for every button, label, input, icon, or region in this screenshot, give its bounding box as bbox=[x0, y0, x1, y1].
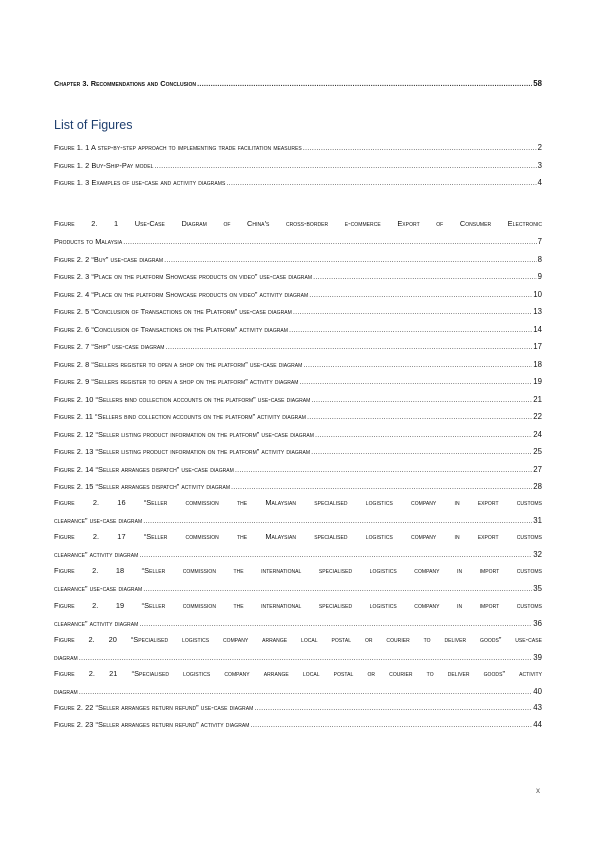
figure-entry-page: 28 bbox=[533, 482, 542, 491]
dot-leader bbox=[250, 716, 532, 734]
toc-entry-chapter-3[interactable] bbox=[54, 75, 542, 93]
dot-leader bbox=[300, 373, 533, 391]
figure-entry-page: 8 bbox=[537, 255, 542, 264]
figure-entry[interactable] bbox=[54, 157, 542, 175]
figure-entry-label: Figure 1. 1 A step-by-step approach to implementing trade facilitation measures bbox=[54, 143, 302, 152]
toc-entry-label: Chapter 3. Recommendations and Conclusion bbox=[54, 79, 197, 88]
figure-entry-page: 10 bbox=[533, 290, 542, 299]
figure-entry-page: 13 bbox=[533, 307, 542, 316]
figure-entry[interactable] bbox=[54, 303, 542, 321]
figure-entry-label: clearance” use-case diagram bbox=[54, 515, 143, 525]
figure-entry-line1: Figure 2. 1 Use-Case Diagram of China's cross-border e-commerce Export of Consumer Electronic bbox=[54, 219, 542, 228]
figure-entry-label: diagram bbox=[54, 686, 78, 696]
figure-entry-page: 4 bbox=[537, 178, 542, 187]
dot-leader bbox=[289, 321, 532, 339]
figure-entry[interactable] bbox=[54, 631, 542, 666]
dot-leader bbox=[197, 75, 532, 93]
dot-leader bbox=[79, 683, 533, 701]
dot-leader bbox=[254, 699, 532, 717]
figure-entry-label: Figure 1. 2 Buy-Ship-Pay model bbox=[54, 161, 154, 170]
figure-entry[interactable] bbox=[54, 528, 542, 563]
toc-entry-page: 58 bbox=[533, 79, 542, 88]
figure-entry-label: diagram bbox=[54, 652, 78, 662]
figure-entry-label: Figure 2. 7 “Ship” use-case diagram bbox=[54, 342, 165, 351]
figure-entry-page: 14 bbox=[533, 325, 542, 334]
figure-entry-page: 27 bbox=[533, 465, 542, 474]
figure-entry-page: 40 bbox=[533, 686, 542, 696]
figure-entry[interactable] bbox=[54, 286, 542, 304]
figure-entry-page: 35 bbox=[533, 583, 542, 593]
dot-leader bbox=[309, 286, 532, 304]
figure-entry[interactable] bbox=[54, 665, 542, 700]
figure-entry-label: clearance” activity diagram bbox=[54, 549, 139, 559]
dot-leader bbox=[313, 268, 537, 286]
figure-entry[interactable] bbox=[54, 321, 542, 339]
figure-entry-page: 7 bbox=[537, 236, 542, 246]
figure-entry[interactable] bbox=[54, 478, 542, 496]
figure-entry-label: Figure 2. 14 “Seller arranges dispatch” use-case diagram bbox=[54, 465, 234, 474]
figure-entry-page: 18 bbox=[533, 360, 542, 369]
figure-entry-page: 43 bbox=[533, 703, 542, 712]
dot-leader bbox=[303, 139, 537, 157]
figure-entry-page: 24 bbox=[533, 430, 542, 439]
figure-entry-page: 44 bbox=[533, 720, 542, 729]
figure-entry-label: Figure 2. 13 “Seller listing product information on the platform” activity diagram bbox=[54, 447, 311, 456]
dot-leader bbox=[79, 649, 533, 667]
figure-entry-label: Figure 2. 2 “Buy” use-case diagram bbox=[54, 255, 164, 264]
figure-entry[interactable] bbox=[54, 391, 542, 409]
figure-entry-label: Figure 2. 11 “Sellers bind collection accounts on the platform” activity diagram bbox=[54, 412, 306, 421]
figure-entry-label: clearance” use-case diagram bbox=[54, 583, 143, 593]
figure-entry-label: Figure 2. 8 “Sellers register to open a shop on the platform” use-case diagram bbox=[54, 360, 303, 369]
figure-entry-page: 39 bbox=[533, 652, 542, 662]
figure-entry[interactable] bbox=[54, 699, 542, 717]
figure-entry[interactable] bbox=[54, 215, 542, 250]
figure-entry-page: 36 bbox=[533, 618, 542, 628]
figure-entry-label: Figure 2. 6 “Conclusion of Transactions on the Platform” activity diagram bbox=[54, 325, 289, 334]
figure-entry-page: 19 bbox=[533, 377, 542, 386]
dot-leader bbox=[315, 426, 532, 444]
dot-leader bbox=[231, 478, 532, 496]
dot-leader bbox=[293, 303, 532, 321]
figure-entry-label: Products to Malaysia bbox=[54, 236, 123, 246]
dot-leader bbox=[154, 157, 536, 175]
dot-leader bbox=[311, 391, 532, 409]
figure-entry[interactable] bbox=[54, 426, 542, 444]
figure-entry-line1: Figure 2. 16 “Seller commission the Malaysian specialised logistics company in export customs bbox=[54, 498, 542, 507]
figure-entry-page: 2 bbox=[537, 143, 542, 152]
figure-entry[interactable] bbox=[54, 716, 542, 734]
figure-entry[interactable] bbox=[54, 268, 542, 286]
figure-entry[interactable] bbox=[54, 597, 542, 632]
figure-entry-line1: Figure 2. 20 “Specialised logistics company arrange local postal or courier to deliver goods” use-case bbox=[54, 635, 542, 644]
dot-leader bbox=[235, 461, 532, 479]
figure-entry-label: Figure 2. 15 “Seller arranges dispatch” activity diagram bbox=[54, 482, 231, 491]
figure-entry-line1: Figure 2. 17 “Seller commission the Malaysian specialised logistics company in export customs bbox=[54, 532, 542, 541]
figure-entry-page: 9 bbox=[537, 272, 542, 281]
figure-entry[interactable] bbox=[54, 174, 542, 192]
figure-entry[interactable] bbox=[54, 139, 542, 157]
dot-leader bbox=[164, 251, 537, 269]
figure-entry-label: Figure 2. 3 “Place on the platform Showcase products on video” use-case diagram bbox=[54, 272, 313, 281]
figure-entry[interactable] bbox=[54, 443, 542, 461]
dot-leader bbox=[143, 512, 532, 530]
figure-entry-page: 25 bbox=[533, 447, 542, 456]
figure-entry-label: clearance” activity diagram bbox=[54, 618, 139, 628]
figure-entry-page: 31 bbox=[533, 515, 542, 525]
figure-entry-label: Figure 1. 3 Examples of use-case and activity diagrams bbox=[54, 178, 226, 187]
figure-entry-label: Figure 2. 5 “Conclusion of Transactions on the Platform” use-case diagram bbox=[54, 307, 292, 316]
figure-entry-label: Figure 2. 23 “Seller arranges return refund” activity diagram bbox=[54, 720, 250, 729]
dot-leader bbox=[311, 443, 532, 461]
figure-entry-page: 22 bbox=[533, 412, 542, 421]
figure-entry-label: Figure 2. 4 “Place on the platform Showcase products on video” activity diagram bbox=[54, 290, 309, 299]
figure-entry[interactable] bbox=[54, 408, 542, 426]
dot-leader bbox=[166, 338, 533, 356]
figure-entry-page: 32 bbox=[533, 549, 542, 559]
figure-entry-label: Figure 2. 10 “Sellers bind collection accounts on the platform” use-case diagram bbox=[54, 395, 311, 404]
figure-entry[interactable] bbox=[54, 373, 542, 391]
figure-entry-line1: Figure 2. 18 “Seller commission the international specialised logistics company in import customs bbox=[54, 566, 542, 575]
figure-entry[interactable] bbox=[54, 461, 542, 479]
dot-leader bbox=[143, 580, 532, 598]
list-of-figures-heading: List of Figures bbox=[54, 118, 133, 132]
figure-entry-page: 3 bbox=[537, 161, 542, 170]
figure-entry-label: Figure 2. 22 “Seller arranges return refund” use-case diagram bbox=[54, 703, 254, 712]
dot-leader bbox=[307, 408, 532, 426]
figure-entry-page: 21 bbox=[533, 395, 542, 404]
dot-leader bbox=[226, 174, 536, 192]
figure-entry-label: Figure 2. 9 “Sellers register to open a shop on the platform” activity diagram bbox=[54, 377, 299, 386]
page-number: x bbox=[536, 786, 540, 795]
figure-entry-line1: Figure 2. 19 “Seller commission the international specialised logistics company in import customs bbox=[54, 601, 542, 610]
figure-entry-page: 17 bbox=[533, 342, 542, 351]
figure-entry[interactable] bbox=[54, 562, 542, 597]
dot-leader bbox=[139, 546, 532, 564]
figure-entry-label: Figure 2. 12 “Seller listing product information on the platform” use-case diagram bbox=[54, 430, 314, 439]
dot-leader bbox=[303, 356, 532, 374]
figure-entry-line1: Figure 2. 21 “Specialised logistics company arrange local postal or courier to deliver goods” activity bbox=[54, 669, 542, 678]
dot-leader bbox=[123, 233, 536, 251]
figure-entry[interactable] bbox=[54, 356, 542, 374]
figure-entry[interactable] bbox=[54, 251, 542, 269]
figure-entry[interactable] bbox=[54, 494, 542, 529]
figure-entry[interactable] bbox=[54, 338, 542, 356]
dot-leader bbox=[139, 615, 532, 633]
